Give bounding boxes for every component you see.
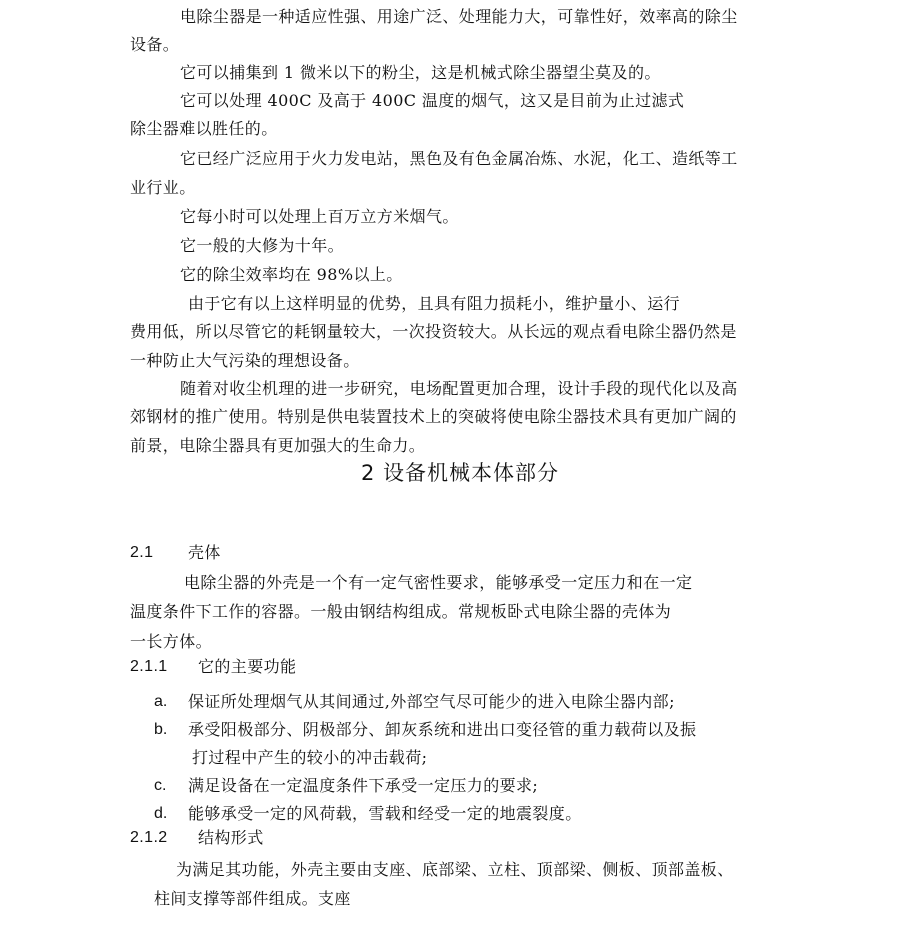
intro-paragraph-1-line-1: 电除尘器是一种适应性强、用途广泛、处理能力大，可靠性好，效率高的除尘 xyxy=(180,7,738,26)
list-item-b-text: 承受阳极部分、阴极部分、卸灰系统和进出口变径管的重力载荷以及振 xyxy=(188,720,697,739)
intro-paragraph-3-line-2: 除尘器难以胜任的。 xyxy=(130,119,278,138)
intro-paragraph-1-line-2: 设备。 xyxy=(130,35,180,54)
intro-paragraph-5: 它每小时可以处理上百万立方米烟气。 xyxy=(180,207,459,226)
intro-paragraph-4-line-1: 它已经广泛应用于火力发电站，黑色及有色金属冶炼、水泥，化工、造纸等工 xyxy=(180,149,738,168)
section-2-1-2-paragraph-line-2: 柱间支撑等部件组成。支座 xyxy=(154,889,351,908)
intro-paragraph-4-line-2: 业行业。 xyxy=(130,178,196,197)
intro-paragraph-3-line-1: 它可以处理 400C 及高于 400C 温度的烟气，这又是目前为止过滤式 xyxy=(180,91,685,110)
intro-paragraph-9-line-1: 随着对收尘机理的进一步研究，电场配置更加合理，设计手段的现代化以及高 xyxy=(180,379,738,398)
section-2-1-number: 2.1 xyxy=(130,544,154,561)
section-2-1-paragraph-line-2: 温度条件下工作的容器。一般由钢结构组成。常规板卧式电除尘器的壳体为 xyxy=(130,602,672,621)
section-2-heading: 2 设备机械本体部分 xyxy=(360,461,560,485)
intro-paragraph-6: 它一般的大修为十年。 xyxy=(180,236,345,255)
list-item-d-marker: d. xyxy=(154,805,168,822)
list-item-b-continuation: 打过程中产生的较小的冲击载荷; xyxy=(192,748,428,767)
section-2-1-2-number: 2.1.2 xyxy=(130,829,168,846)
list-item-a-marker: a. xyxy=(154,693,168,710)
intro-paragraph-9-line-3: 前景，电除尘器具有更加强大的生命力。 xyxy=(130,436,426,455)
list-item-d-text: 能够承受一定的风荷载，雪载和经受一定的地震裂度。 xyxy=(188,804,582,823)
list-item-a-text: 保证所处理烟气从其间通过,外部空气尽可能少的进入电除尘器内部; xyxy=(188,692,675,711)
section-2-1-2-paragraph-line-1: 为满足其功能，外壳主要由支座、底部梁、立柱、顶部梁、侧板、顶部盖板、 xyxy=(176,860,734,879)
intro-paragraph-2: 它可以捕集到 1 微米以下的粉尘，这是机械式除尘器望尘莫及的。 xyxy=(180,63,661,82)
intro-paragraph-9-line-2: 郊钢材的推广使用。特别是供电装置技术上的突破将使电除尘器技术具有更加广阔的 xyxy=(130,407,737,426)
section-2-1-paragraph-line-3: 一长方体。 xyxy=(130,632,213,651)
section-2-1-title: 壳体 xyxy=(188,543,221,562)
section-2-1-paragraph-line-1: 电除尘器的外壳是一个有一定气密性要求，能够承受一定压力和在一定 xyxy=(184,573,693,592)
intro-paragraph-8-line-2: 费用低，所以尽管它的耗钢量较大，一次投资较大。从长远的观点看电除尘器仍然是 xyxy=(130,322,737,341)
list-item-b-marker: b. xyxy=(154,721,168,738)
section-2-1-1-number: 2.1.1 xyxy=(130,658,168,675)
intro-paragraph-8-line-1: 由于它有以上这样明显的优势，且具有阻力损耗小，维护量小、运行 xyxy=(188,294,681,313)
intro-paragraph-8-line-3: 一种防止大气污染的理想设备。 xyxy=(130,351,360,370)
list-item-c-marker: c. xyxy=(154,777,167,794)
section-2-1-2-title: 结构形式 xyxy=(198,828,264,847)
section-2-1-1-title: 它的主要功能 xyxy=(198,657,297,676)
list-item-c-text: 满足设备在一定温度条件下承受一定压力的要求; xyxy=(188,776,539,795)
intro-paragraph-7: 它的除尘效率均在 98%以上。 xyxy=(180,265,403,284)
